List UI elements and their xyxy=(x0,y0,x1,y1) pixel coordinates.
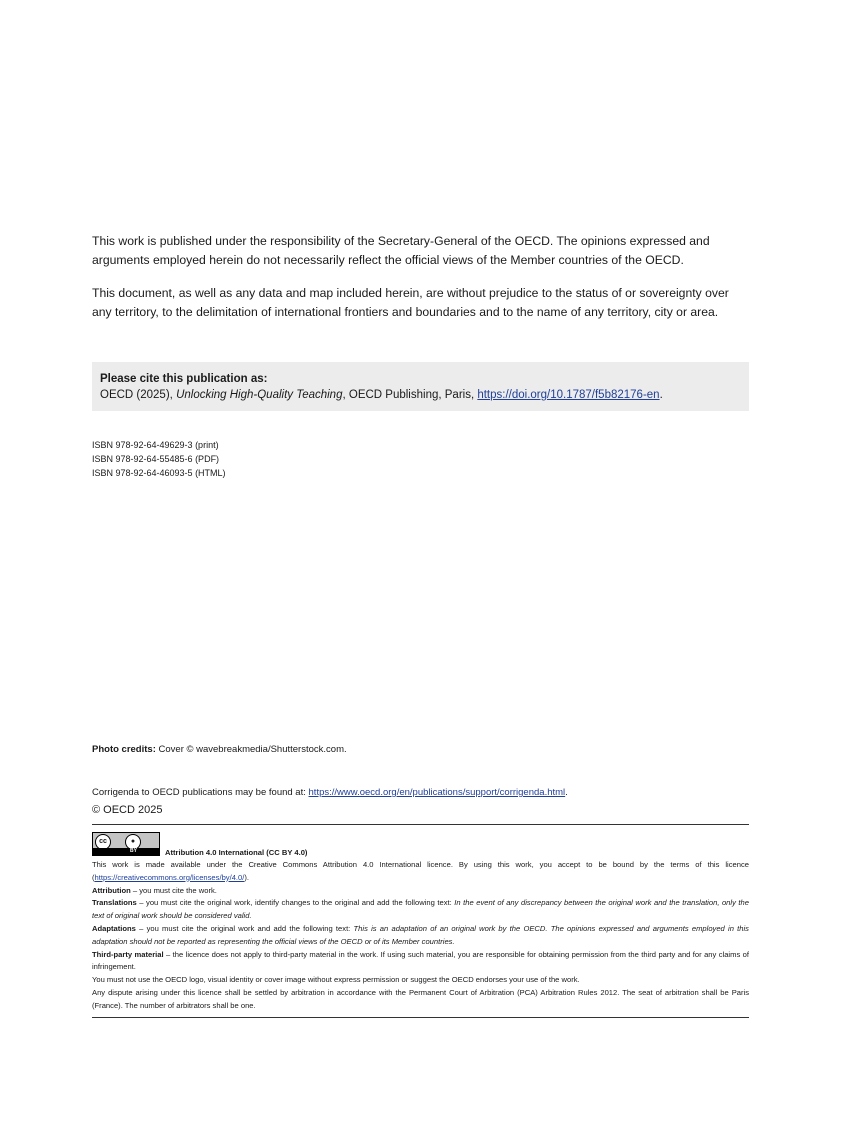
adaptations-label: Adaptations xyxy=(92,923,136,933)
licence-dispute: Any dispute arising under this licence shall be settled by arbitration in accordance with the Permanent Court of Arbitration (PCA) Arbitration Rules 2012. The seat of arbitration shall be Paris (France). The number of arbitrators shall be one. xyxy=(92,987,749,1010)
photo-credits-text: Cover © wavebreakmedia/Shutterstock.com. xyxy=(155,744,347,755)
licence-attribution xyxy=(92,885,749,898)
licence-translations xyxy=(92,897,749,923)
licence-link[interactable]: https://creativecommons.org/licenses/by/4.0/ xyxy=(94,872,245,882)
citation-suffix: . xyxy=(659,389,663,401)
divider-bottom xyxy=(92,1017,749,1018)
isbn-list xyxy=(92,438,226,480)
citation-box xyxy=(92,362,749,411)
isbn-print: ISBN 978-92-64-49629-3 (print) xyxy=(92,440,219,450)
photo-credits xyxy=(92,743,347,757)
photo-credits-label: Photo credits: xyxy=(92,744,156,755)
licence-text xyxy=(92,859,749,1013)
licence-logo-restriction: You must not use the OECD logo, visual identity or cover image without express permission or suggest the OECD endorses your use of the work. xyxy=(92,975,580,985)
licence-link-open: ( xyxy=(92,872,95,882)
corrigenda-link[interactable]: https://www.oecd.org/en/publications/support/corrigenda.html xyxy=(308,787,566,798)
licence-intro-text: This work is made available under the Creative Commons Attribution 4.0 International licence. By using this work, you accept to be bound by the terms of this licence xyxy=(92,860,749,869)
citation-label: Please cite this publication as: xyxy=(100,373,268,385)
corrigenda-text: Corrigenda to OECD publications may be found at: xyxy=(92,787,309,798)
citation-text xyxy=(100,387,741,403)
licence-adaptations xyxy=(92,923,749,949)
licence-title: Attribution 4.0 International (CC BY 4.0) xyxy=(165,848,308,857)
attribution-text: – you must cite the work. xyxy=(130,885,217,895)
adaptations-text: – you must cite the original work and add the following text: xyxy=(135,923,354,933)
corrigenda-suffix: . xyxy=(565,787,568,798)
adaptations-italic: This is an adaptation of an original work by the OECD. The opinions expressed and arguments employed in this adaptation should not be reported as representing the official views of the OECD or of its Member countries. xyxy=(92,923,749,946)
copyright: © OECD 2025 xyxy=(92,804,163,816)
cc-by-badge-icon xyxy=(92,832,160,856)
translations-label: Translations xyxy=(92,898,137,908)
attribution-label: Attribution xyxy=(92,885,131,895)
citation-middle: , OECD Publishing, Paris, xyxy=(342,389,478,401)
licence-intro xyxy=(92,859,749,885)
isbn-html: ISBN 978-92-64-46093-5 (HTML) xyxy=(92,468,226,478)
translations-text: – you must cite the original work, identify changes to the original and add the following text: xyxy=(136,898,455,908)
cc-icon: cc xyxy=(95,834,111,850)
disclaimer-paragraph-2: This document, as well as any data and map included herein, are without prejudice to the status of or sovereignty over any territory, to the delimitation of international frontiers and boundaries and to the name of any territory, city or area. xyxy=(92,286,729,319)
licence-link-close: ). xyxy=(244,872,250,882)
citation-prefix: OECD (2025), xyxy=(100,389,177,401)
citation-doi-link[interactable]: https://doi.org/10.1787/f5b82176-en xyxy=(477,389,660,401)
licence-third-party xyxy=(92,949,749,975)
disclaimer-paragraph-1: This work is published under the responsibility of the Secretary-General of the OECD. The opinions expressed and arguments employed herein do not necessarily reflect the official views of the Member countries of the OECD. xyxy=(92,234,710,267)
third-party-text: – the licence does not apply to third-party material in the work. If using such material, you are responsible for obtaining permission from the third party and for any claims of infringement. xyxy=(92,949,749,972)
third-party-label: Third-party material xyxy=(92,949,164,959)
citation-title: Unlocking High-Quality Teaching xyxy=(176,389,343,401)
by-label: BY xyxy=(93,848,159,855)
divider-top xyxy=(92,824,749,825)
corrigenda-note xyxy=(92,786,568,800)
translations-italic: In the event of any discrepancy between the original work and the translation, only the text of original work should be considered valid. xyxy=(92,898,749,921)
person-icon: ● xyxy=(125,834,141,850)
isbn-pdf: ISBN 978-92-64-55485-6 (PDF) xyxy=(92,454,220,464)
